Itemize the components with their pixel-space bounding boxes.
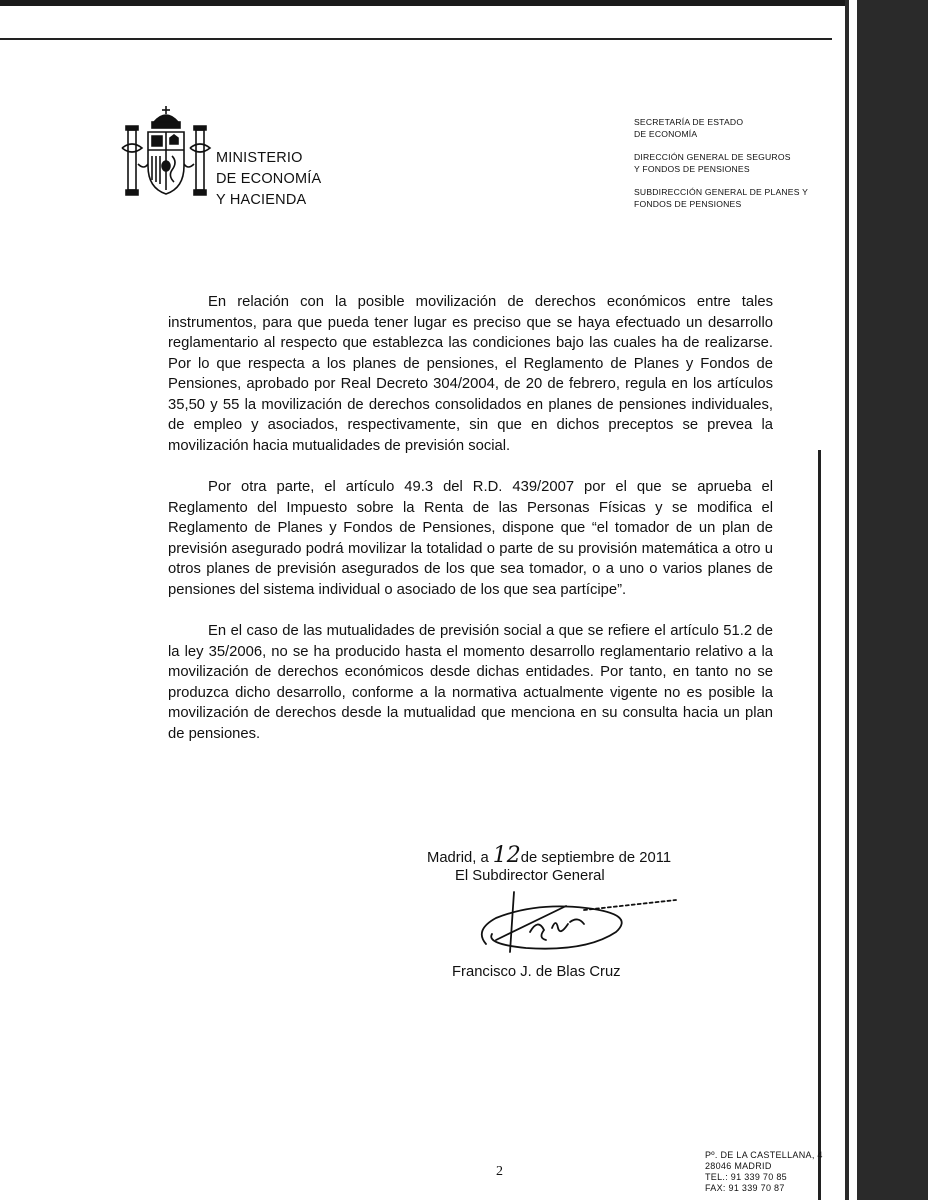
signature-icon — [466, 882, 681, 962]
ministry-line-3: Y HACIENDA — [216, 192, 307, 208]
secretaria-line-1: SECRETARÍA DE ESTADO — [634, 117, 744, 127]
address-line-4: FAX: 91 339 70 87 — [705, 1183, 785, 1193]
date-prefix: Madrid, a — [427, 850, 493, 866]
department-header — [634, 116, 808, 221]
footer-address — [705, 1150, 823, 1194]
date-day-handwritten: 12 — [492, 843, 521, 868]
paragraph-3: En el caso de las mutualidades de previsión social a que se refiere el artículo 51.2 de la ley 35/2006, no se ha producido hasta el momento desarrollo reglamentario relativo a la movilización de derechos económicos desde dichas entidades. Por tanto, en tanto no se produzca dicho desarrollo, conforme a la normativa actualmente vigente no es posible la movilización de derechos desde la mutualidad que menciona en su consulta hacia un plan de pensiones. — [168, 623, 773, 742]
secretaria-block — [634, 116, 808, 140]
page-number: 2 — [496, 1164, 503, 1179]
address-line-3: TEL.: 91 339 70 85 — [705, 1172, 787, 1182]
address-line-1: Pº. DE LA CASTELLANA, 4 — [705, 1150, 823, 1160]
address-line-2: 28046 MADRID — [705, 1161, 772, 1171]
secretaria-line-2: DE ECONOMÍA — [634, 129, 698, 139]
place-date — [427, 843, 672, 868]
date-suffix: de septiembre de 2011 — [520, 850, 672, 866]
paragraph-2: Por otra parte, el artículo 49.3 del R.D. 439/2007 por el que se aprueba el Reglamento del Impuesto sobre la Renta de las Personas Físicas y se modifica el Reglamento de Planes y Fondos de Pensiones, dispone que “el tomador de un plan de previsión asegurado podrá movilizar la totalidad o parte de su provisión matemática a otro u otros planes de previsión asegurados de los que sea tomador, o a uno o varios planes de pensiones del sistema individual o asociado de los que sea partícipe”. — [168, 479, 773, 598]
signer-role: El Subdirector General — [455, 868, 605, 884]
subdireccion-line-2: FONDOS DE PENSIONES — [634, 199, 742, 209]
coat-of-arms-icon — [118, 104, 214, 204]
scan-border-right-inner — [849, 0, 857, 1200]
subdireccion-line-1: SUBDIRECCIÓN GENERAL DE PLANES Y — [634, 187, 809, 197]
margin-bar — [818, 450, 821, 1200]
direccion-block — [634, 151, 808, 175]
paragraph-1: En relación con la posible movilización de derechos económicos entre tales instrumentos, para que pueda tener lugar es preciso que se haya efectuado un desarrollo reglamentario al respecto que establezca las condiciones bajo las cuales ha de realizarse. Por lo que respecta a los planes de pensiones, el Reglamento de Planes y Fondos de Pensiones, aprobado por Real Decreto 304/2004, de 20 de febrero, regula en los artículos 35,50 y 55 la movilización de derechos consolidados en planes de pensiones individuales, de empleo y asociados, respectivamente, sin que en dichos preceptos se prevea la movilización hacia mutualidades de previsión social. — [168, 294, 773, 454]
direccion-line-1: DIRECCIÓN GENERAL DE SEGUROS — [634, 152, 791, 162]
scan-border-top — [0, 0, 928, 6]
signer-name: Francisco J. de Blas Cruz — [452, 964, 621, 980]
letter-body — [168, 292, 773, 765]
subdireccion-block — [634, 186, 808, 210]
header-rule — [0, 38, 832, 40]
direccion-line-2: Y FONDOS DE PENSIONES — [634, 164, 750, 174]
ministry-line-1: MINISTERIO — [216, 150, 303, 166]
ministry-name — [216, 148, 321, 211]
scan-border-right — [845, 0, 928, 1200]
ministry-line-2: DE ECONOMÍA — [216, 171, 322, 187]
